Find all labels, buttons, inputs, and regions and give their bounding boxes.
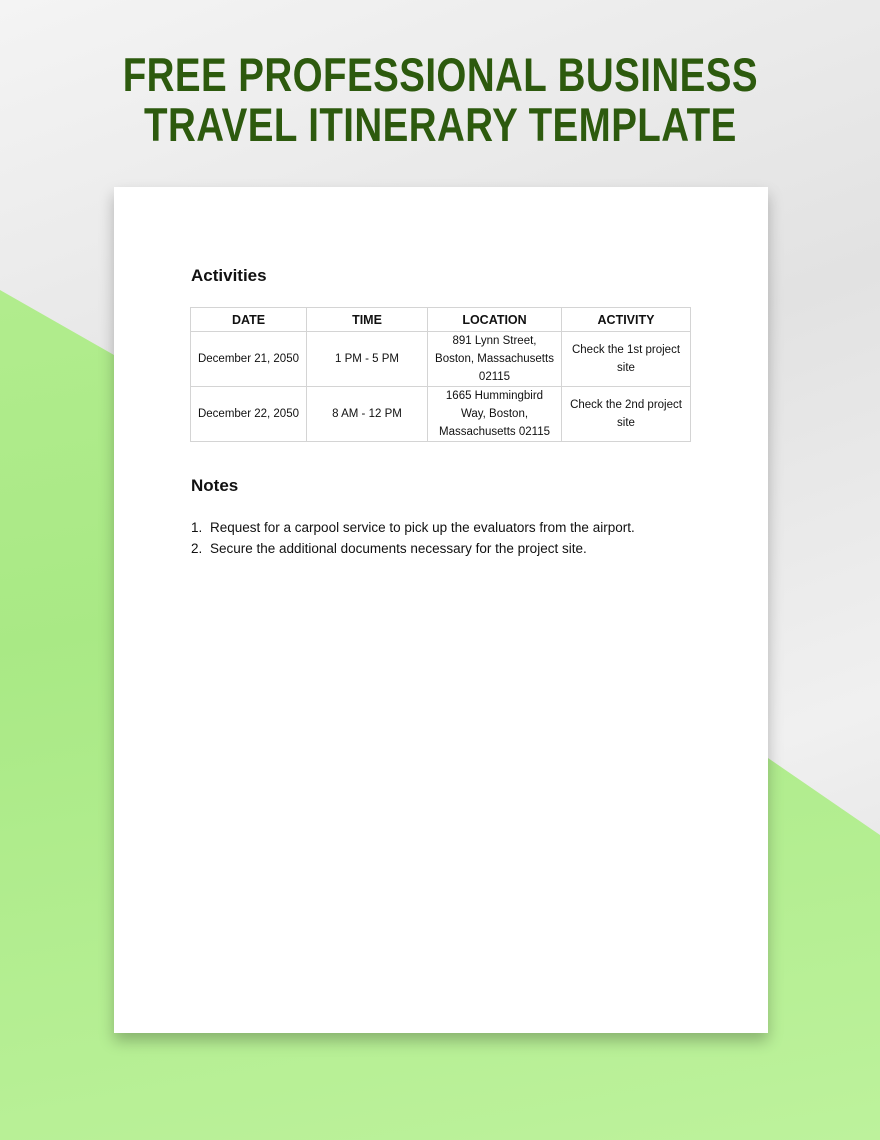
cell-date: December 22, 2050 bbox=[191, 387, 307, 442]
col-activity: ACTIVITY bbox=[562, 308, 691, 332]
title-line-2: TRAVEL ITINERARY TEMPLATE bbox=[143, 98, 737, 151]
list-item bbox=[191, 517, 635, 538]
table-header-row bbox=[191, 308, 691, 332]
cell-date: December 21, 2050 bbox=[191, 332, 307, 387]
notes-heading: Notes bbox=[191, 476, 239, 495]
col-date: DATE bbox=[191, 308, 307, 332]
table-row bbox=[191, 387, 691, 442]
list-number: 1. bbox=[191, 520, 203, 535]
list-text: Request for a carpool service to pick up the evaluators from the airport. bbox=[210, 520, 635, 535]
cell-location: 1665 Hummingbird Way, Boston, Massachusetts 02115 bbox=[428, 387, 562, 442]
list-text: Secure the additional documents necessary for the project site. bbox=[210, 541, 587, 556]
cell-activity: Check the 1st project site bbox=[562, 332, 691, 387]
title-line-1: FREE PROFESSIONAL BUSINESS bbox=[122, 48, 758, 101]
activities-table bbox=[190, 307, 691, 442]
list-number: 2. bbox=[191, 541, 203, 556]
list-item bbox=[191, 538, 635, 559]
col-time: TIME bbox=[307, 308, 428, 332]
cell-location: 891 Lynn Street, Boston, Massachusetts 02115 bbox=[428, 332, 562, 387]
cell-activity: Check the 2nd project site bbox=[562, 387, 691, 442]
page-title bbox=[0, 50, 880, 150]
activities-heading: Activities bbox=[191, 266, 267, 285]
notes-list bbox=[191, 517, 635, 559]
col-location: LOCATION bbox=[428, 308, 562, 332]
cell-time: 8 AM - 12 PM bbox=[307, 387, 428, 442]
document-page bbox=[114, 187, 768, 1033]
cell-time: 1 PM - 5 PM bbox=[307, 332, 428, 387]
table-row bbox=[191, 332, 691, 387]
